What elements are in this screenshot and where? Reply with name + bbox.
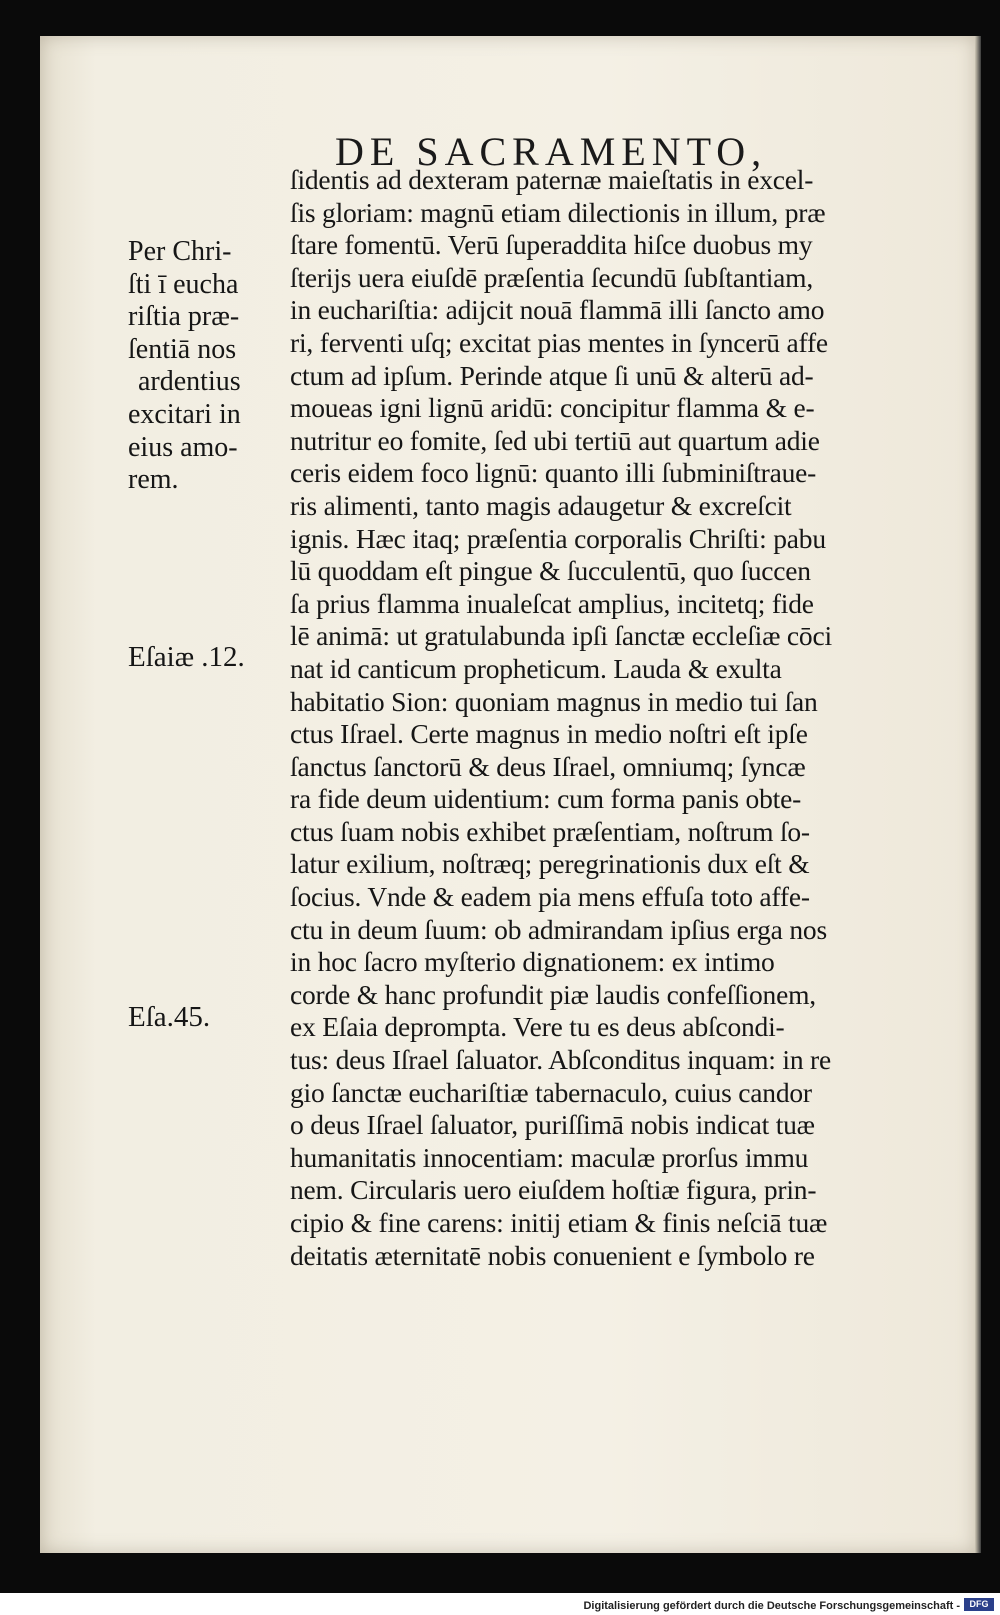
text-line: ctum ad ipſum. Perinde atque ſi unū & alterū ad- bbox=[290, 359, 814, 391]
text-line: o deus Iſrael ſaluator, puriſſimā nobis indicat tuæ bbox=[290, 1109, 815, 1141]
text-line: ex Eſaia deprompta. Vere tu es deus abſcondi- bbox=[290, 1011, 785, 1043]
text-line: latur exilium, noſtræq; peregrinationis dux eſt & bbox=[290, 848, 810, 880]
text-line: ſidentis ad dexteram paternæ maieſtatis in excel- bbox=[290, 164, 814, 195]
text-line: cipio & fine carens: initij etiam & finis neſciā tuæ bbox=[290, 1207, 828, 1238]
margin-note-line: eius amo- bbox=[128, 431, 238, 463]
text-line: in euchariſtia: adijcit nouā flammā illi ſancto amo bbox=[290, 294, 825, 326]
margin-note-line: ſti ī eucha bbox=[128, 268, 239, 300]
text-line: ignis. Hæc itaq; præſentia corporalis Chriſti: pabu bbox=[290, 522, 826, 554]
text-line: gio ſanctæ euchariſtiæ tabernaculo, cuius candor bbox=[290, 1076, 812, 1108]
text-line: ctus Iſrael. Certe magnus in medio noſtri eſt ipſe bbox=[290, 718, 808, 750]
margin-note-line: ardentius bbox=[138, 366, 241, 398]
text-line: ſtare fomentū. Verū ſuperaddita hiſce duobus my bbox=[290, 229, 813, 261]
text-line: nat id canticum propheticum. Lauda & exulta bbox=[290, 652, 782, 684]
body-text bbox=[290, 164, 990, 1272]
text-line: humanitatis innocentiam: maculæ prorſus immu bbox=[290, 1141, 809, 1173]
text-line: nutritur eo fomite, ſed ubi tertiū aut quartum adie bbox=[290, 424, 820, 456]
text-line: tus: deus Iſrael ſaluator. Abſconditus inquam: in re bbox=[290, 1044, 832, 1076]
text-line: ceris eidem foco lignū: quanto illi ſubminiſtraue- bbox=[290, 457, 817, 489]
text-line: ctu in deum ſuum: ob admirandam ipſius erga nos bbox=[290, 913, 827, 945]
margin-note-line: riſtia præ- bbox=[128, 301, 240, 333]
text-line: ſocius. Vnde & eadem pia mens effuſa toto affe- bbox=[290, 881, 810, 913]
text-line: nem. Circularis uero eiuſdem hoſtiæ figura, prin- bbox=[290, 1174, 817, 1206]
footer-bar bbox=[0, 1593, 1000, 1615]
text-line: deitatis æternitatē nobis conuenient e ſymbolo re bbox=[290, 1239, 815, 1271]
book-page bbox=[40, 36, 975, 1553]
text-line: ſis gloriam: magnū etiam dilectionis in illum, præ bbox=[290, 196, 826, 228]
text-line: ſanctus ſanctorū & deus Iſrael, omniumq; ſyncæ bbox=[290, 750, 806, 782]
text-line: moueas igni lignū aridū: concipitur flamma & e- bbox=[290, 392, 815, 424]
dfg-logo: DFG bbox=[964, 1598, 994, 1611]
text-line: ri, ferventi uſq; excitat pias mentes in ſyncerū affe bbox=[290, 326, 828, 358]
margin-note-line: ſentiā nos bbox=[128, 333, 237, 365]
text-line: corde & hanc profundit piæ laudis confeſſionem, bbox=[290, 978, 816, 1010]
text-line: ris alimenti, tanto magis adaugetur & excreſcit bbox=[290, 489, 792, 521]
text-line: ſterijs uera eiuſdē præſentia ſecundū ſubſtantiam, bbox=[290, 261, 814, 293]
text-line: lū quoddam eſt pingue & ſucculentū, quo ſuccen bbox=[290, 555, 811, 587]
margin-reference-esa-45: Eſa.45. bbox=[128, 1001, 211, 1033]
text-line: habitatio Sion: quoniam magnus in medio tui ſan bbox=[290, 685, 818, 717]
margin-note-line: Per Chri- bbox=[128, 236, 232, 267]
funding-credit: Digitalisierung gefördert durch die Deutsche Forschungsgemeinschaft - bbox=[583, 1600, 960, 1612]
margin-note-line: rem. bbox=[128, 464, 179, 496]
text-line: ctus ſuam nobis exhibet præſentiam, noſtrum ſo- bbox=[290, 815, 810, 847]
text-line: in hoc ſacro myſterio dignationem: ex intimo bbox=[290, 946, 775, 978]
margin-reference-esaiae-12: Eſaiæ .12. bbox=[128, 641, 245, 673]
margin-note-line: excitari in bbox=[128, 398, 241, 430]
marginal-note bbox=[128, 236, 278, 497]
text-line: ra fide deum uidentium: cum forma panis obte- bbox=[290, 783, 802, 815]
text-line: lē animā: ut gratulabunda ipſi ſanctæ eccleſiæ cōci bbox=[290, 620, 832, 652]
text-line: ſa prius flamma inualeſcat amplius, incitetq; fide bbox=[290, 587, 814, 619]
page-running-header: DE SACRAMENTO, bbox=[335, 129, 768, 174]
